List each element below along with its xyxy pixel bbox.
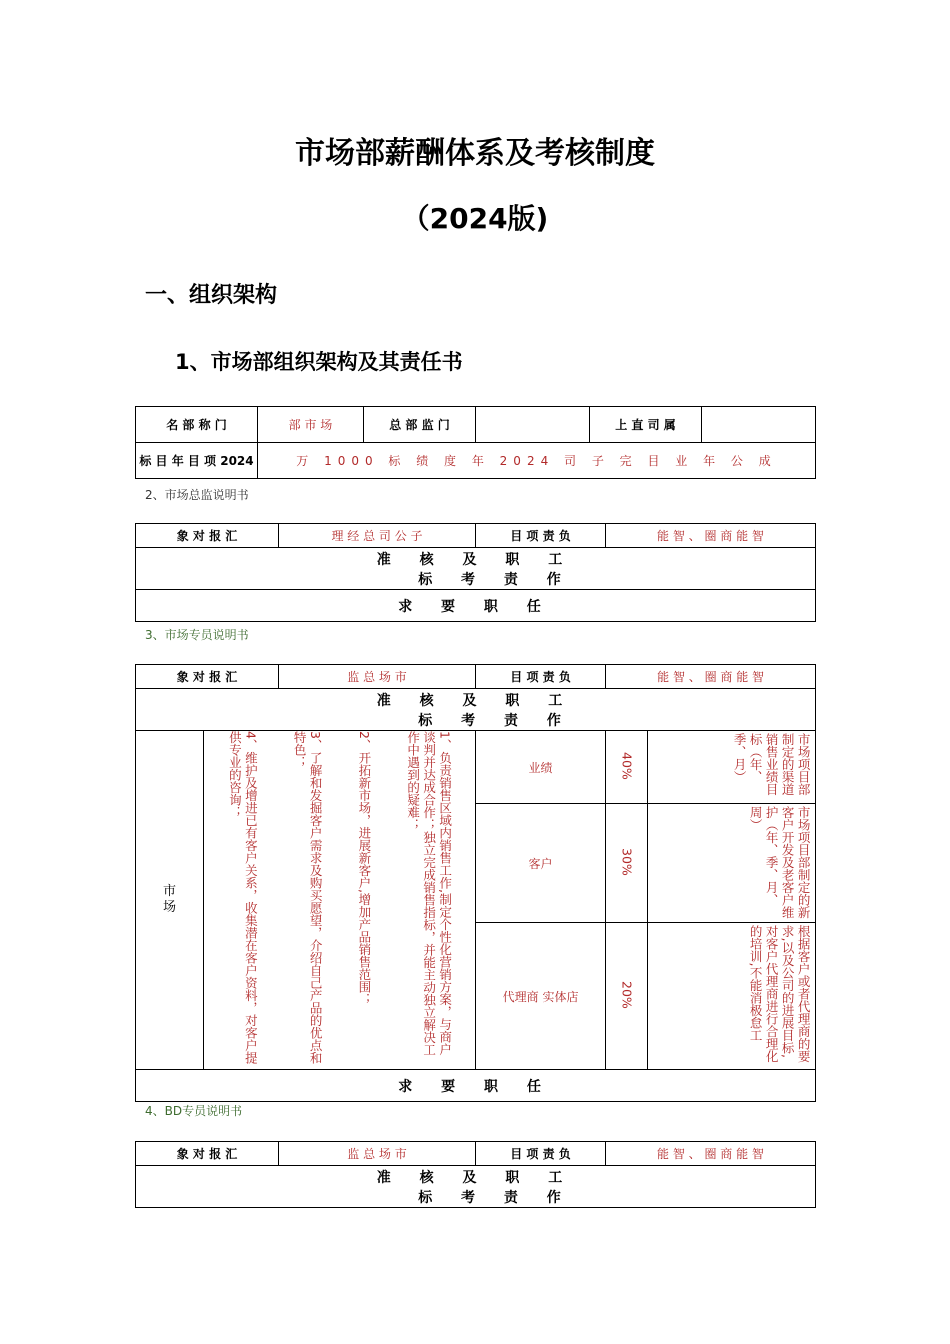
requirements-label: 求 要 职 任 — [136, 590, 816, 622]
duty-standard-label-2: 标 考 责 作 — [418, 1189, 573, 1206]
duty-standard-header — [136, 1166, 816, 1208]
report-to-value: 理 经 总 司 公 子 — [279, 524, 476, 548]
duty-item-3: 3、了解和发掘客户需求及购买愿望，介绍自己产品的优点和特色； — [292, 731, 324, 1064]
caption-bd-specialist: 4、BD专员说明书 — [145, 1104, 243, 1118]
duty-item-2: 2、开拓新市场，进展新客户,增加产品销售范围； — [356, 731, 372, 1006]
kpi-name-customer: 客户 — [476, 804, 606, 923]
supervisor-value — [476, 407, 590, 443]
report-to-label: 象 对 报 汇 — [136, 524, 279, 548]
project-label: 目 项 责 负 — [476, 665, 606, 689]
project-value: 能 智 、 圈 商 能 智 — [606, 1142, 816, 1166]
duty-standard-label-2: 标 考 责 作 — [418, 571, 573, 588]
row-label-market: 市场 — [136, 731, 204, 1070]
dept-name-value: 部 市 场 — [258, 407, 364, 443]
market-director-table — [135, 523, 816, 622]
report-to-value: 监 总 场 市 — [279, 1142, 476, 1166]
bd-specialist-table — [135, 1141, 816, 1208]
requirements-label: 求 要 职 任 — [136, 1070, 816, 1102]
caption-market-director: 2、市场总监说明书 — [145, 488, 249, 502]
annual-target-value: 万 1000 标 绩 度 年 2024 司 子 完 目 业 年 公 成 — [258, 443, 816, 479]
dept-info-table — [135, 406, 816, 479]
duty-standard-header — [136, 548, 816, 590]
project-value: 能 智 、 圈 商 能 智 — [606, 665, 816, 689]
annual-target-label: 标 目 年 目 项 2024 — [136, 443, 258, 479]
kpi-weight-customer: 30% — [606, 804, 648, 923]
duty-standard-header — [136, 689, 816, 731]
page-title: 市场部薪酬体系及考核制度 — [295, 136, 655, 171]
supervisor-label: 总 部 监 门 — [364, 407, 476, 443]
dept-name-label: 名 部 称 门 — [136, 407, 258, 443]
market-specialist-table — [135, 664, 816, 1102]
duty-standard-label: 准 核 及 职 工 — [376, 692, 575, 709]
section-heading-org: 一、组织架构 — [145, 283, 278, 308]
parent-company-label: 上 直 司 属 — [590, 407, 702, 443]
kpi-desc-agent: 根据客户或者代理商的要求,以及公司的进展目标,对客户代理商进行合理化的培训,不能消极怠工 — [648, 923, 816, 1070]
page-subtitle: （2024版) — [401, 202, 549, 235]
kpi-desc-performance: 市场项目部制定的渠道销售业绩目标（年、季、月） — [648, 731, 816, 804]
parent-company-value — [702, 407, 816, 443]
duty-standard-label: 准 核 及 职 工 — [376, 551, 575, 568]
kpi-name-agent: 代理商 实体店 — [476, 923, 606, 1070]
report-to-value: 监 总 场 市 — [279, 665, 476, 689]
project-label: 目 项 责 负 — [476, 524, 606, 548]
kpi-weight-agent: 20% — [606, 923, 648, 1070]
kpi-weight-performance: 40% — [606, 731, 648, 804]
duty-item-1: 1、负责销售区域内销售工作,制定个性化营销方案，与商户谈判并达成合作；独立完成销售指标，并能主动独立解决工作中遇到的疑难； — [405, 731, 453, 1056]
subsection-heading-dept: 1、市场部组织架构及其责任书 — [175, 350, 463, 374]
caption-market-specialist: 3、市场专员说明书 — [145, 628, 249, 642]
kpi-desc-customer: 市场项目部制定的新客户开发及老客户维护（年、季、月、周） — [648, 804, 816, 923]
duty-item-4: 4、维护及增进已有客户关系，收集潜在客户资料，对客户提供专业的咨询； — [227, 731, 259, 1064]
project-value: 能 智 、 圈 商 能 智 — [606, 524, 816, 548]
report-to-label: 象 对 报 汇 — [136, 665, 279, 689]
report-to-label: 象 对 报 汇 — [136, 1142, 279, 1166]
project-label: 目 项 责 负 — [476, 1142, 606, 1166]
duty-standard-label: 准 核 及 职 工 — [376, 1169, 575, 1186]
duty-description-cell — [204, 731, 476, 1070]
kpi-name-performance: 业绩 — [476, 731, 606, 804]
duty-standard-label-2: 标 考 责 作 — [418, 712, 573, 729]
